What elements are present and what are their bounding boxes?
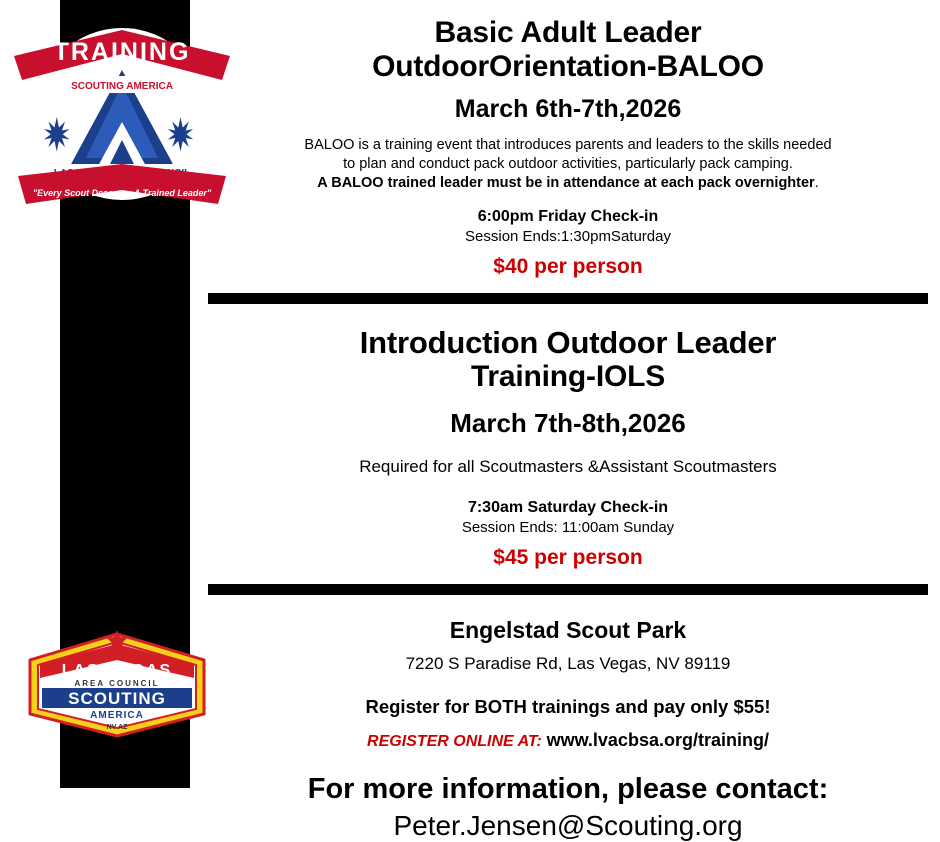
baloo-title-line2: OutdoorOrientation-BALOO (372, 49, 764, 83)
las-vegas-council-logo (22, 630, 212, 740)
flyer-content (196, 0, 940, 841)
contact-email[interactable]: Peter.Jensen@Scouting.org (393, 809, 743, 841)
register-online-label: REGISTER ONLINE AT: (367, 732, 542, 750)
venue-address: 7220 S Paradise Rd, Las Vegas, NV 89119 (405, 653, 731, 673)
baloo-description-line2: to plan and conduct pack outdoor activities, particularly pack camping. (343, 156, 793, 173)
iols-session-ends: Session Ends: 11:00am Sunday (461, 518, 675, 536)
baloo-description-period: . (814, 175, 819, 192)
baloo-description-bold: A BALOO trained leader must be in attendance at each pack overnighter (317, 175, 815, 192)
iols-title-line2: Training-IOLS (470, 360, 666, 394)
training-org-text: SCOUTING AMERICA (71, 81, 173, 92)
baloo-title-line1: Basic Adult Leader (434, 16, 702, 49)
registration-url[interactable]: www.lvacbsa.org/training/ (546, 729, 769, 750)
lv-logo-line3: SCOUTING (68, 689, 166, 708)
training-tagline: "Every Scout Deserves A Trained Leader" (32, 188, 212, 198)
register-online-line (196, 730, 940, 751)
venue-name: Engelstad Scout Park (449, 616, 687, 643)
baloo-description (268, 136, 868, 193)
divider-rule-top (208, 293, 928, 304)
divider-rule-bottom (208, 584, 928, 595)
both-trainings-offer: Register for BOTH trainings and pay only $55! (365, 695, 771, 717)
lv-logo-line5: NV AZ (106, 724, 128, 731)
iols-requirement: Required for all Scoutmasters &Assistant Scoutmasters (359, 456, 777, 476)
baloo-checkin: 6:00pm Friday Check-in (477, 207, 659, 225)
contact-heading: For more information, please contact: (307, 772, 829, 805)
training-banner-text: TRAINING (53, 38, 191, 66)
lv-logo-line2: AREA COUNCIL (74, 679, 160, 688)
lv-logo-line1: LAS VEGAS (61, 662, 173, 679)
baloo-dates: March 6th-7th,2026 (454, 95, 682, 124)
iols-title-line1: Introduction Outdoor Leader (359, 324, 777, 360)
baloo-description-line1: BALOO is a training event that introduces parents and leaders to the skills needed (304, 137, 832, 154)
lv-logo-line4: AMERICA (90, 710, 144, 721)
baloo-session-ends: Session Ends:1:30pmSaturday (465, 227, 671, 245)
iols-dates: March 7th-8th,2026 (450, 407, 686, 438)
baloo-price: $40 per person (493, 254, 643, 278)
iols-checkin: 7:30am Saturday Check-in (467, 498, 669, 516)
iols-price: $45 per person (493, 545, 643, 569)
